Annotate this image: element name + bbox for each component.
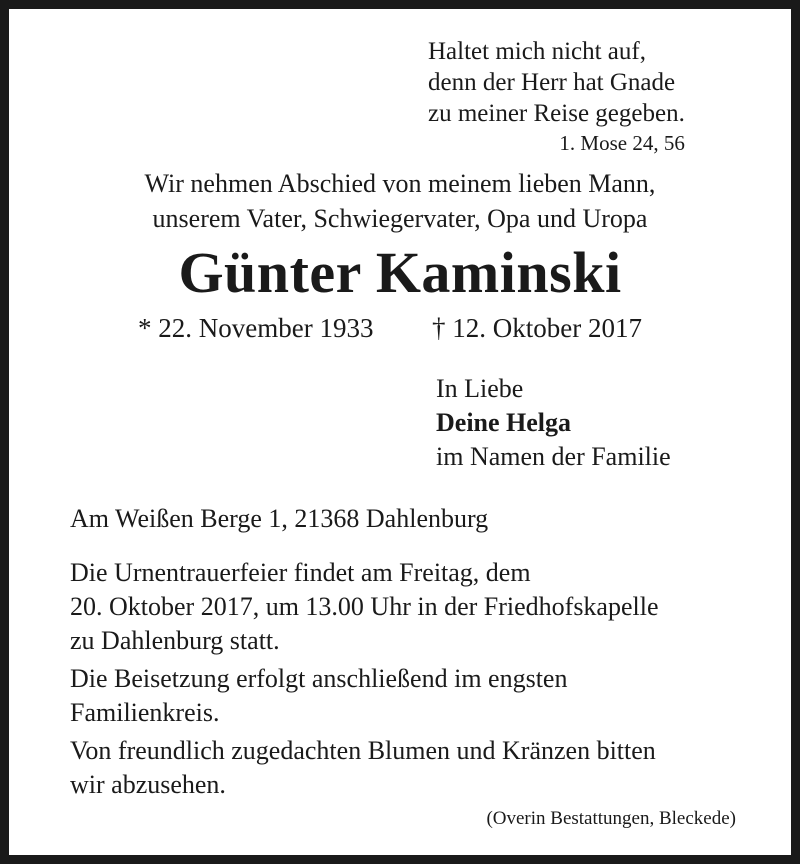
undertaker-credit: (Overin Bestattungen, Bleckede)	[486, 808, 736, 829]
service-paragraph	[70, 556, 740, 658]
paragraph-line: Familienkreis.	[70, 698, 220, 727]
deceased-name: Günter Kaminski	[178, 240, 622, 305]
birth-date: * 22. November 1933	[138, 313, 374, 343]
address: Am Weißen Berge 1, 21368 Dahlenburg	[70, 504, 489, 533]
verse-reference: 1. Mose 24, 56	[559, 131, 685, 155]
paragraph-line: zu Dahlenburg statt.	[70, 626, 280, 655]
signature-block	[436, 372, 671, 474]
flowers-paragraph	[70, 734, 740, 802]
intro-line: Wir nehmen Abschied von meinem lieben Mann,	[144, 169, 656, 198]
farewell-intro	[0, 166, 800, 236]
verse-line: zu meiner Reise gegeben.	[428, 100, 685, 127]
bible-verse	[428, 36, 685, 157]
death-date: † 12. Oktober 2017	[432, 313, 642, 343]
verse-line: Haltet mich nicht auf,	[428, 38, 646, 65]
paragraph-line: Von freundlich zugedachten Blumen und Kränzen bitten	[70, 736, 656, 765]
signature-greeting: In Liebe	[436, 374, 524, 403]
burial-paragraph	[70, 662, 740, 730]
paragraph-line: 20. Oktober 2017, um 13.00 Uhr in der Friedhofskapelle	[70, 592, 659, 621]
family-note: im Namen der Familie	[436, 442, 671, 471]
verse-line: denn der Herr hat Gnade	[428, 69, 676, 96]
paragraph-line: wir abzusehen.	[70, 770, 226, 799]
paragraph-line: Die Urnentrauerfeier findet am Freitag, dem	[70, 558, 531, 587]
intro-line: unserem Vater, Schwiegervater, Opa und Uropa	[152, 204, 648, 233]
paragraph-line: Die Beisetzung erfolgt anschließend im engsten	[70, 664, 568, 693]
signer-name: Deine Helga	[436, 408, 572, 437]
